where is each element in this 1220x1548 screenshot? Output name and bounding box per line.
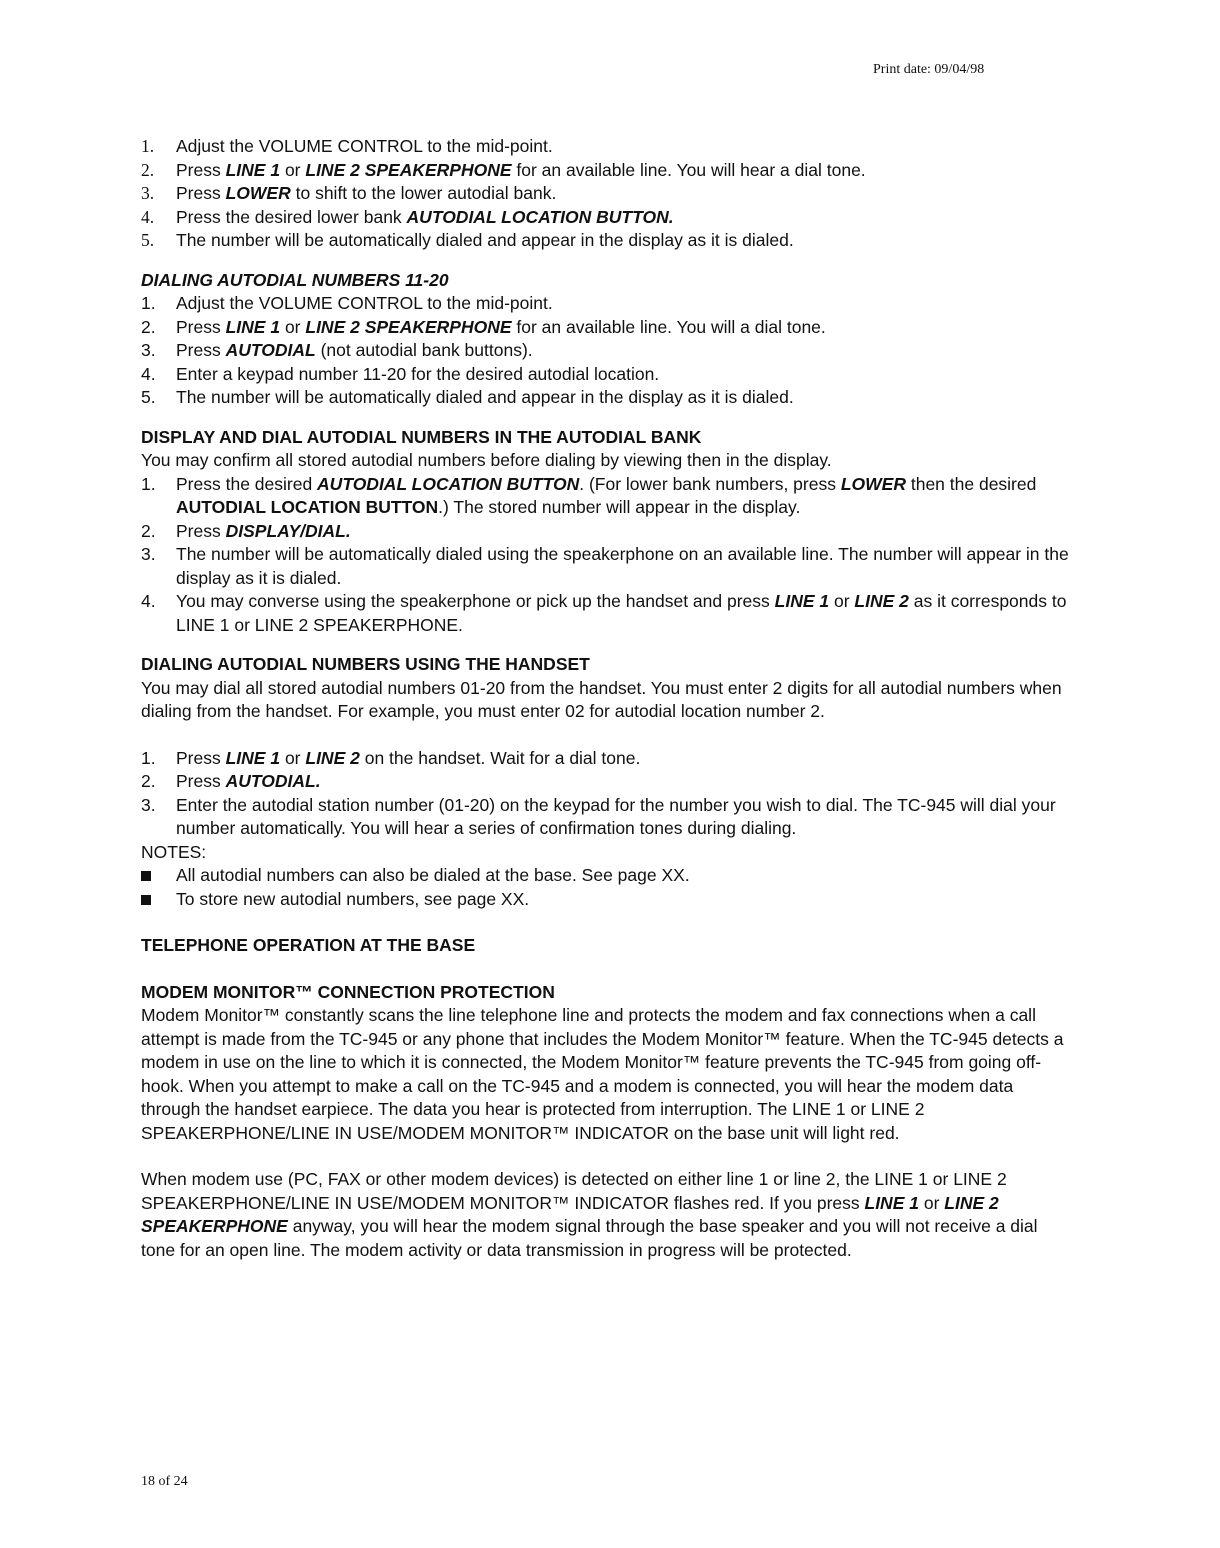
note-item: All autodial numbers can also be dialed at the base. See page XX. (141, 864, 1076, 888)
list-item: 1. Adjust the VOLUME CONTROL to the mid-point. (141, 293, 553, 313)
section-heading: TELEPHONE OPERATION AT THE BASE (141, 935, 476, 955)
section-heading: MODEM MONITOR™ CONNECTION PROTECTION (141, 981, 555, 1002)
notes-list (141, 864, 1076, 911)
paragraph: When modem use (PC, FAX or other modem devices) is detected on either line 1 or line 2, the LINE 1 or LINE 2 SPEAKERPHONE/LINE IN USE/MODEM MONITOR™ INDICATOR flashes red. If you press LINE 1 or LINE 2 SPEAKERPHONE anyway, you will hear the modem signal through the base speaker and you will not receive a dial tone for an open line. The modem activity or data transmission in progress will be protected. (141, 1169, 1038, 1260)
section-heading: DIALING AUTODIAL NUMBERS USING THE HANDSET (141, 654, 590, 674)
section-intro: You may dial all stored autodial numbers 01-20 from the handset. You must enter 2 digits for all autodial numbers when dialing from the handset. For example, you must enter 02 for autodial location number 2. (141, 677, 1062, 721)
list-item: 3. The number will be automatically dialed using the speakerphone on an available line. The number will appear in the display as it is dialed. (141, 544, 1069, 588)
list-item: 2. Press AUTODIAL. (141, 771, 321, 791)
list-item: 3. Press AUTODIAL (not autodial bank buttons). (141, 340, 533, 360)
page-number: 18 of 24 (141, 1474, 188, 1489)
list-item: 2. Press LINE 1 or LINE 2 SPEAKERPHONE for an available line. You will a dial tone. (141, 316, 826, 337)
list-item: 5. The number will be automatically dialed and appear in the display as it is dialed. (141, 230, 794, 250)
step-list (141, 747, 1076, 841)
list-item: 3. Enter the autodial station number (01-20) on the keypad for the number you wish to dial. The TC-945 will dial your number automatically. You will hear a series of confirmation tones during dialing. (141, 794, 1056, 838)
notes-label: NOTES: (141, 841, 207, 862)
section-intro: You may confirm all stored autodial numbers before dialing by viewing then in the display. (141, 450, 832, 470)
print-date: Print date: 09/04/98 (873, 62, 985, 77)
section-heading: DISPLAY AND DIAL AUTODIAL NUMBERS IN THE AUTODIAL BANK (141, 426, 702, 447)
list-item: 1. Press the desired AUTODIAL LOCATION BUTTON. (For lower bank numbers, press LOWER then the desired AUTODIAL LOCATION BUTTON.) The stored number will appear in the display. (141, 473, 1037, 517)
square-bullet-icon (141, 895, 151, 905)
step-list (141, 292, 1076, 410)
list-item: 2. Press LINE 1 or LINE 2 SPEAKERPHONE for an available line. You will hear a dial tone. (141, 159, 866, 180)
list-item: 1. Adjust the VOLUME CONTROL to the mid-point. (141, 136, 553, 156)
list-item: 4. You may converse using the speakerphone or pick up the handset and press LINE 1 or LINE 2 as it corresponds to LINE 1 or LINE 2 SPEAKERPHONE. (141, 591, 1067, 635)
page-content (141, 135, 1076, 1262)
paragraph: Modem Monitor™ constantly scans the line telephone line and protects the modem and fax connections when a call attempt is made from the TC-945 or any phone that includes the Modem Monitor™ feature. When the TC-945 detects a modem in use on the line to which it is connected, the Modem Monitor™ feature prevents the TC-945 from going off-hook. When you attempt to make a call on the TC-945 and a modem is connected, you will hear the modem data through the handset earpiece. The data you hear is protected from interruption. The LINE 1 or LINE 2 SPEAKERPHONE/LINE IN USE/MODEM MONITOR™ INDICATOR on the base unit will light red. (141, 1005, 1064, 1143)
list-item: 5. The number will be automatically dialed and appear in the display as it is dialed. (141, 387, 794, 407)
step-list (141, 473, 1076, 638)
list-item: 1. Press LINE 1 or LINE 2 on the handset. Wait for a dial tone. (141, 747, 641, 768)
list-item: 4. Press the desired lower bank AUTODIAL LOCATION BUTTON. (141, 206, 674, 227)
square-bullet-icon (141, 871, 151, 881)
note-item: To store new autodial numbers, see page XX. (141, 888, 1076, 912)
list-item: 3. Press LOWER to shift to the lower autodial bank. (141, 183, 557, 203)
step-list (141, 135, 1076, 253)
list-item: 2. Press DISPLAY/DIAL. (141, 520, 351, 541)
list-item: 4. Enter a keypad number 11-20 for the desired autodial location. (141, 363, 660, 384)
section-heading: DIALING AUTODIAL NUMBERS 11-20 (141, 269, 449, 290)
